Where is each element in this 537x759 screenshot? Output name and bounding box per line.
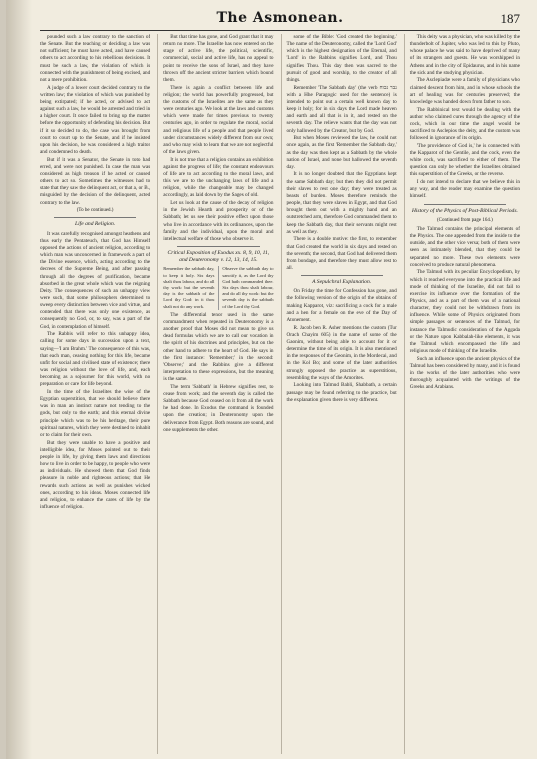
paragraph: But that time has gone, and God grant that it may return no more. The Israelite has now entered on the stage of active life, the political, scientific, commercial, social and active life, has no appeal to point to receive the sons of Israel, and they have thrown off the ancient stricter barriers which bound them. [163, 34, 274, 83]
paragraph: In the time of the Israelites the wise of the Egyptian superstition, that we should believe there was in man an instinct nature not tending to the gods, but only to the earth; and this eternal divine principle which was to be his heritage, their pure spiritual natures, which they were destined to inhabit or to claim for their own. [40, 389, 151, 438]
paragraph: But when Moses reviewed the law, he could not once again, as the first 'Remember the Sabbath day,' as the day was then kept as a Sabbath by the whole nation of Israel, and none but hallowed the seventh day. [286, 135, 397, 170]
paragraph: It is no longer doubted that the Egyptians kept the same Sabbath day; but then they did not permit their slaves to rest one day; they were treated as beasts of burden. Moses therefore reminds the people, that they were slaves in Egypt, and that God brought them out with a mighty hand and an outstretched arm, therefore God commanded them to keep the Sabbath day, that their servants might rest as well as they. [286, 171, 397, 235]
paragraph: Let us look at the cause of the decay of religion in the Jewish Hearth and prosperity or of the Sabbath; let us see their positive effect upon those who live in accordance with its ordinances, upon the family and the individual, upon the moral and intellectual welfare of those who observe it. [163, 200, 274, 242]
section-divider [301, 275, 383, 276]
page-number: 187 [500, 11, 520, 26]
paragraph: Remember 'The Sabbath day' (the verb נבר נכוח with a Hhe Paragogic used for the sentence) is intended to point out a certain well known day to keep it holy; for in six days the Lord made heaven and earth and all that is in it, and rested on the seventh day. The relieve wants that the day was not only hallowed by the Creator, but by God. [286, 84, 397, 134]
paragraph: It is not true that a religion contains an exhibition against the progress of life; the constant endeavours of life are to act according to the moral laws, and this we are to the unchanging laws of life and a religion, while the changeable may be changed accordingly, as laid down by the Sages of old. [163, 156, 274, 199]
paragraph: But they were unable to have a positive and intelligible idea, for Moses pointed out to their people in life, by giving them laws and directions how to live in order to be happy, to people who were as individuals. He showed them that God finds pleasure in noble and righteous actions; that He rewards such actions as well as punishes wicked ones, according to his ideas. Moses connected life and religion, to enhance the cares of life by the influence of religion. [40, 439, 151, 510]
column-2 [157, 34, 273, 754]
paragraph: Such an influence upon the ancient physics of the Talmud has been considered by many, and it is found in the works of the later authorities who were thoroughly acquainted with the writings of the Greeks and Arabians. [409, 355, 520, 391]
paragraph: On Friday the time for Confession has gone, and the following version of the origin of the obtains of making Kapparot, viz: sacrificing a cock for a male and a hen for a female on the eve of the Day of Atonement. [286, 288, 397, 323]
verse-exodus: Remember the sabbath day, to keep it holy. Six days shalt thou labour, and do all thy work: but the seventh day is the sabbath of the Lord thy God: in it thou shalt not do any work. [163, 266, 215, 309]
section-heading-physics-history: History of the Physics of Post-Biblical Periods. [411, 207, 518, 214]
column-4 [404, 34, 520, 754]
paragraph: This deity was a physician, who was killed by the thunderbolt of Jupiter, who was led to this by Pluto, whose palace he was said to have deprived of many of its strangers and guests. He was worshipped in Athens and in the city of Epidaurus, and in his name the sick and the studying physician. [409, 34, 520, 76]
continued-note: (To be continued.) [76, 208, 114, 214]
paragraph: The Rabbinical text would be dealing with the author who claimed cures through the agency of the cock, which in our time the angel would be sacrificed to Asclepios the deity, and the custom was followed in ignorance of its origin. [409, 106, 520, 142]
paragraph: R. Jacob ben R. Asher mentions the custom (Tur Orach Chayim 605) in the name of some of the Gaonim, without being able to account for it or determine the time of its origin. It is also mentioned in the responses of the Geonim, in the Mordecai, and in the Kol Bo; and some of the later authorities strongly opposed the practice as superstitious, resembling the ways of the Amorites. [286, 324, 397, 381]
paragraph: 'The providence of God is,' he is connected with the Kapparot of the Gentile, and the cock, even the white cock, was sacrificed to either of them. The question can only be whether the Israelites obtained this superstition of the Greeks, or the reverse. [409, 142, 520, 178]
newspaper-page [6, 0, 537, 759]
paragraph: pounded such a law contrary to the sanction of the Senate. But the teaching or deciding a law was not sufficient; he must have acted, and have caused others to act according to his rebellious decisions. It must be such a law, the violation of which is connected with the punishment of being excised, and not a mere prohibition. [40, 34, 151, 83]
paragraph: It was carefully recognised amongst heathens and thus early the Pentateuch, that God has Himself opposed the actions of ancient religion, according to which man was unconcerned in framework a part of the Divine essence, which, acting according to the decrees of the Supreme Being, and after passing through all the degrees of purification, became absorbed in the great whole which was the reigning Deity. The consequences of such an unhappy view were such, that some philosophers determined to sweep every distinction between vice and virtue, and contended that there was only one existence, as consequently no God, or, to say, was a part of the God, in contemplation of himself. [40, 230, 151, 330]
verse-deuteronomy: Observe the sabbath day to sanctify it, as the Lord thy God hath commanded thee. Six days thou shalt labour, and do all thy work: but the seventh day is the sabbath of the Lord thy God. [218, 266, 273, 309]
paragraph: There is again a conflict between life and religion; the world has powerfully progressed, but the customs of the Israelites are the same as they were centuries ago. We look at the laws and customs which were made for times previous to twenty centuries ago, in order to regulate the moral, social and religious life of a people and that people lived under circumstances widely different from our own; and who may wish to learn that we are not neglectful of the laws given. [163, 84, 274, 155]
paragraph: The term 'Sabbath' in Hebrew signifies rest, to cease from work; and the seventh day is called the Sabbath because God ceased on it from all the work he had done. In Exodus the command is founded upon the creation; in Deuteronomy upon the deliverance from Egypt. Both reasons are sound, and one supplements the other. [163, 383, 274, 433]
paragraph: The differential tenor used in the same commandment when repeated in Deuteronomy is a another proof that Moses did not mean to give us dead formulas which we are to call our vocation in the spirit of his doctrines and principles, but on the other hand to adhere to the heart of God. He says in the first instance: 'Remember;' in the second: 'Observe;' and the Rabbins give a different interpretation to these expressions, but the meaning is the same. [163, 311, 274, 383]
paragraph: I do not intend to declare that we believe this in any way, and the reader may examine the question himself. [409, 179, 520, 200]
column-1 [40, 34, 150, 754]
paragraph: The Asclepiadæ were a family of physicians who claimed descent from him, and in whose schools the art of healing was for centuries preserved; the knowledge was handed down from father to son. [409, 77, 520, 105]
paragraph: A judge of a lower court decided contrary to the written law; the violation of which was punished by being extirpated; if he acted, or advised to act against such a law, he would be arrested and tried in a higher court. It once failed to bring up the matter before the opportunity of defending his decision. But if it so decided to do, the case was brought from court to court up to the Senate, and if he insisted upon his decision, he was considered a high traitor and condemned to death. [40, 84, 151, 155]
parallel-verses [163, 266, 273, 309]
paragraph: The Rabbis will refer to this unhappy idea, calling for some days in succession upon a text, saying—'I am Brahm.' The consequence of this was, that each man, ceasing nothing for this life, became unfit for social and civilised state of existence; there was religion without the love of life, and, each becoming as a sojourner for this world, with no preparation or care for life beyond. [40, 331, 151, 388]
section-divider [54, 217, 136, 218]
paragraph: The Talmud contains the principal elements of the Physics. The one appended from the inside to the outside, and the other vice versa; both of them were seen as intimately blended, that they could be separated no more. These two elements were conceived to produce natural phenomena. [409, 225, 520, 268]
paragraph: Looking into Talmud Babli, Shabbath, a certain passage may be found referring to the practice, but the explanation given there is very different. [286, 382, 397, 403]
paragraph: There is a double motive: the first, to remember that God created the world in six days and rested on the seventh; the second, that God had delivered them from bondage, and therefore they must allow rest to all. [286, 236, 397, 271]
running-title: The Asmonean. [216, 10, 344, 26]
paragraph: The Talmud with its peculiar Encyclopedism, by which it reached everyone into the practical life and mode of thinking of the Israelite, did not fail to exercise its influence over the formation of the Physics, and as a part of them was of a national character, they could not be withdrawn from its influence. While some of Physics originated from simple passages or sentences of the Talmud, for instance the Talmudic consideration of the Aggada or the Nature upon Kabbalah-like elements, it was the Talmud which encompassed the life and religious mode of thinking of the Israelite. [409, 269, 520, 355]
section-heading-life-religion: Life and Religion. [75, 221, 116, 228]
column-3 [281, 34, 397, 754]
section-heading-critical-exposition: Critical Exposition of Exodus xx. 8, 9, 10, 11, and Deuteronomy v. 12, 13, 14, 15. [167, 250, 270, 264]
text-columns [40, 34, 520, 754]
paragraph: some of the Bible: 'God created the beginning.' The name of the Deuteronomy, called the 'Lord God' which is the highest designation of the Eternal, and 'Lord' in the Rabbins signifies Lord, and Thou signifies Thou. This day then was sacred to the pursuit of good and worship, to the creator of all things. [286, 34, 397, 83]
paragraph: But if it was a Senator, the Senate in toto had erred, and were not punished. In case the man was considered as high treason if he acted or caused others to act so. Sometimes the witnesses had to state that they saw the delinquent act, or that a, or B., misguided by the decision of the delinquent, acted contrary to the law. [40, 156, 151, 206]
page-header [40, 8, 520, 31]
section-divider [177, 246, 259, 247]
section-divider [424, 204, 506, 205]
section-heading-sepulchral: A Sepulchral Explanation. [312, 279, 372, 286]
continued-note: (Continued from page 164.) [436, 217, 493, 223]
